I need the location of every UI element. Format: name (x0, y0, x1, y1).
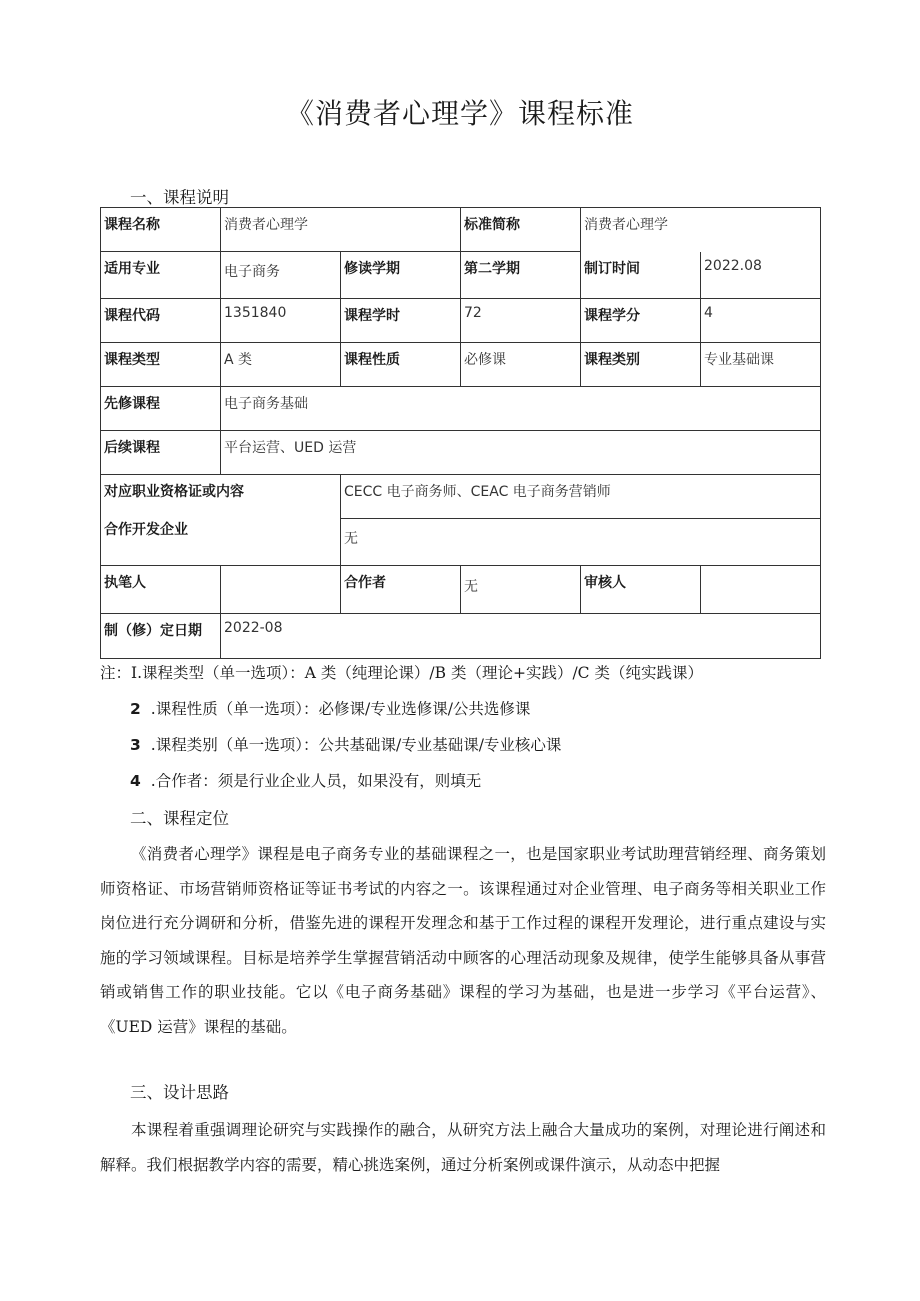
semester-label: 修读学期 (341, 252, 461, 299)
date-label: 制订时间 (581, 252, 701, 299)
author-value (221, 566, 341, 614)
note-4-text: .合作者：须是行业企业人员，如果没有，则填无 (150, 772, 482, 790)
nature-value: 必修课 (461, 343, 581, 387)
design-idea-paragraph: 本课程着重强调理论研究与实践操作的融合，从研究方法上融合大量成功的案例，对理论进行阐述和解释。我们根据教学内容的需要，精心挑选案例，通过分析案例或课件演示，从动态中把握 (100, 1121, 826, 1174)
course-info-table (100, 207, 821, 659)
type-value: A 类 (221, 343, 341, 387)
partner-value: 无 (341, 519, 821, 566)
major-label: 适用专业 (101, 252, 221, 299)
note-1: 注：I.课程类型（单一选项）：A 类（纯理论课）/B 类（理论+实践）/C 类（纯实践课） (100, 664, 703, 682)
note-4 (130, 769, 481, 791)
cooperator-value: 无 (461, 566, 581, 614)
table-row (101, 519, 821, 566)
section-heading-2: 二、课程定位 (130, 809, 229, 828)
course-positioning-paragraph: 《消费者心理学》课程是电子商务专业的基础课程之一，也是国家职业考试助理营销经理、商务策划师资格证、市场营销师资格证等证书考试的内容之一。该课程通过对企业管理、电子商务等相关职业工作岗位进行充分调研和分析，借鉴先进的课程开发理念和基于工作过程的课程开发理论，进行重点建设与实施的学习领域课程。目标是培养学生掌握营销活动中顾客的心理活动现象及规律，使学生能够具备从事营销或销售工作的职业技能。它以《电子商务基础》课程的学习为基础，也是进一步学习《平台运营》、《UED 运营》课程的基础。 (100, 845, 826, 1036)
category-value: 专业基础课 (701, 343, 821, 387)
note-4-number: 4 (130, 772, 141, 790)
cert-value: CECC 电子商务师、CEAC 电子商务营销师 (341, 475, 821, 519)
table-row (101, 614, 821, 659)
credit-value: 4 (701, 299, 821, 343)
credit-label: 课程学分 (581, 299, 701, 343)
table-row (101, 566, 821, 614)
hours-value: 72 (461, 299, 581, 343)
course-name-label: 课程名称 (101, 208, 221, 252)
partner-label: 合作开发企业 (101, 519, 341, 566)
prereq-label: 先修课程 (101, 387, 221, 431)
author-label: 执笔人 (101, 566, 221, 614)
code-label: 课程代码 (101, 299, 221, 343)
note-2-number: 2 (130, 700, 141, 718)
table-row (101, 299, 821, 343)
date-value: 2022.08 (701, 252, 821, 299)
hours-label: 课程学时 (341, 299, 461, 343)
code-value: 1351840 (221, 299, 341, 343)
note-3-number: 3 (130, 736, 141, 754)
page-title: 《消费者心理学》课程标准 (285, 97, 634, 130)
course-name-value: 消费者心理学 (221, 208, 461, 252)
table-row (101, 252, 821, 299)
table-row (101, 475, 821, 519)
revise-date-label: 制（修）定日期 (101, 614, 221, 659)
major-value: 电子商务 (221, 252, 341, 299)
table-row (101, 431, 821, 475)
revise-date-value: 2022-08 (221, 614, 821, 659)
cert-label: 对应职业资格证或内容 (101, 475, 341, 519)
note-2-text: .课程性质（单一选项）：必修课/专业选修课/公共选修课 (150, 700, 531, 718)
prereq-value: 电子商务基础 (221, 387, 821, 431)
followup-label: 后续课程 (101, 431, 221, 475)
semester-value: 第二学期 (461, 252, 581, 299)
category-label: 课程类别 (581, 343, 701, 387)
nature-label: 课程性质 (341, 343, 461, 387)
note-3 (130, 733, 561, 755)
table-row (101, 387, 821, 431)
table-row (101, 343, 821, 387)
section-heading-1: 一、课程说明 (130, 188, 229, 207)
note-3-text: .课程类别（单一选项）：公共基础课/专业基础课/专业核心课 (150, 736, 562, 754)
short-name-label: 标准简称 (461, 208, 581, 252)
short-name-value: 消费者心理学 (581, 208, 821, 252)
followup-value: 平台运营、UED 运营 (221, 431, 821, 475)
note-2 (130, 697, 530, 719)
reviewer-value (701, 566, 821, 614)
type-label: 课程类型 (101, 343, 221, 387)
reviewer-label: 审核人 (581, 566, 701, 614)
cooperator-label: 合作者 (341, 566, 461, 614)
section-heading-3: 三、设计思路 (130, 1083, 229, 1102)
table-row (101, 208, 821, 252)
